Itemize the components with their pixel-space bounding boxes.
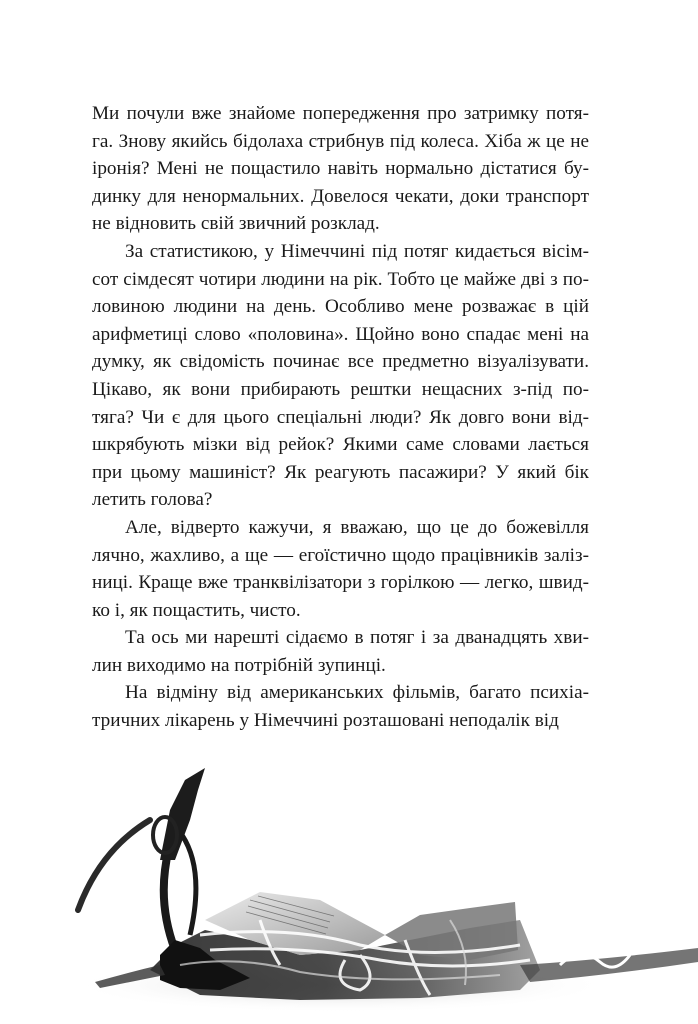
text-line: не відновить свій звичний розклад. (92, 213, 380, 235)
text-line: шкрябують мізки від рейок? Якими саме словами лається (92, 434, 589, 456)
text-line: тричних лікарень у Німеччині розташовані неподалік від (92, 710, 559, 732)
text-line: ниці. Краще вже транквілізатори з горілкою — легко, швид- (92, 572, 589, 594)
text-line: Ми почули вже знайоме попередження про затримку потя- (92, 103, 589, 124)
text-line: лячно, жахливо, а ще — егоїстично щодо працівників заліз- (92, 544, 589, 566)
text-line: Але, відверто кажучи, я вважаю, що це до божевілля (125, 516, 589, 538)
text-line: ловиною людини на день. Особливо мене розважає в цій (92, 296, 589, 318)
text-line: ко і, як пощастить, чисто. (92, 599, 301, 621)
text-line: при цьому машиніст? Як реагують пасажири? У який бік (92, 461, 589, 483)
text-line: іронія? Мені не пощастило навіть нормально дістатися бу- (92, 158, 589, 180)
text-line: динку для ненормальних. Довелося чекати, доки транспорт (92, 185, 589, 207)
text-line: сот сімдесят чотири людини на рік. Тобто це майже дві з по- (92, 268, 589, 290)
body-text (92, 100, 589, 735)
book-hook-illustration (0, 750, 698, 1024)
text-line: тяга? Чи є для цього спеціальні люди? Як довго вони від- (92, 406, 589, 428)
text-line: арифметиці слово «половина». Щойно воно спадає мені на (92, 323, 589, 345)
text-line: га. Знову якийсь бідолаха стрибнув під колеса. Хіба ж це не (92, 130, 589, 152)
text-line: думку, як свідомість починає все предметно візуалізувати. (92, 351, 589, 373)
text-line: Цікаво, як вони прибирають рештки нещасних з-під по- (92, 378, 589, 400)
text-line: На відміну від американських фільмів, багато психіа- (125, 682, 589, 704)
text-line: Та ось ми нарешті сідаємо в потяг і за дванадцять хви- (125, 627, 589, 649)
text-line: летить голова? (92, 489, 213, 511)
text-line: лин виходимо на потрібній зупинці. (92, 654, 386, 676)
text-line: За статистикою, у Німеччині під потяг кидається вісім- (125, 240, 589, 262)
